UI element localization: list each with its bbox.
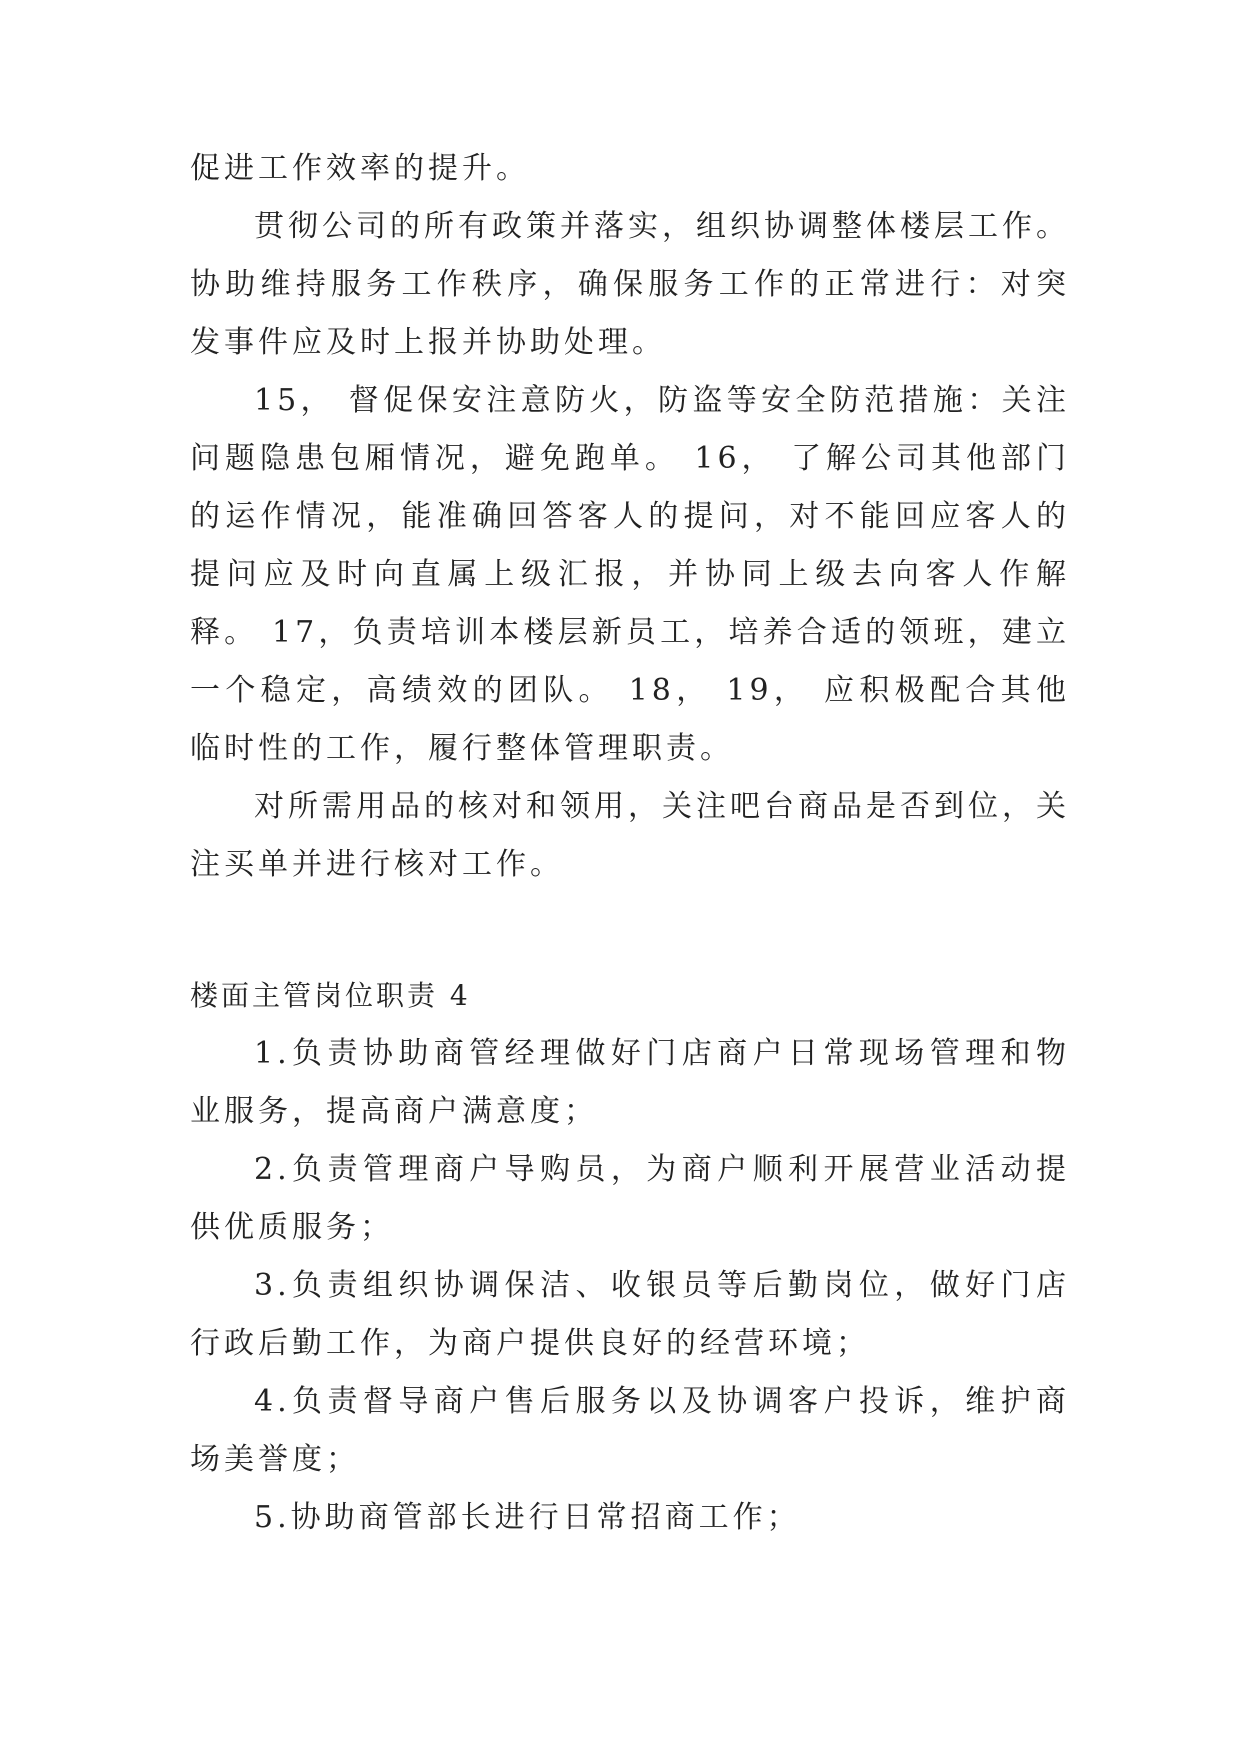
section-1 xyxy=(190,140,1070,894)
list-item: 1.负责协助商管经理做好门店商户日常现场管理和物业服务，提高商户满意度； xyxy=(190,1036,1070,1129)
list-item: 3.负责组织协调保洁、收银员等后勤岗位，做好门店行政后勤工作，为商户提供良好的经营环境； xyxy=(190,1268,1070,1361)
paragraph-duties-15-19: 15， 督促保安注意防火，防盗等安全防范措施：关注问题隐患包厢情况，避免跑单。 16， 了解公司其他部门的运作情况，能准确回答客人的提问，对不能回应客人的提问应及时向直属上级汇报，并协同上级去向客人作解释。 17，负责培训本楼层新员工，培养合适的领班，建立一个稳定，高绩效的团队。 18， 19， 应积极配合其他临时性的工作，履行整体管理职责。 xyxy=(190,383,1070,766)
section-2-items xyxy=(190,1025,1070,1547)
section-heading: 楼面主管岗位职责 4 xyxy=(190,979,471,1012)
list-item: 4.负责督导商户售后服务以及协调客户投诉，维护商场美誉度； xyxy=(190,1384,1070,1477)
paragraph-supplies: 对所需用品的核对和领用，关注吧台商品是否到位，关注买单并进行核对工作。 xyxy=(190,789,1070,882)
paragraph-policy: 贯彻公司的所有政策并落实，组织协调整体楼层工作。协助维持服务工作秩序，确保服务工作的正常进行：对突发事件应及时上报并协助处理。 xyxy=(190,209,1070,360)
list-item: 5.协助商管部长进行日常招商工作； xyxy=(254,1500,801,1535)
paragraph-continuation: 促进工作效率的提升。 xyxy=(190,151,530,186)
list-item: 2.负责管理商户导购员，为商户顺利开展营业活动提供优质服务； xyxy=(190,1152,1070,1245)
section-2 xyxy=(190,967,1070,1025)
